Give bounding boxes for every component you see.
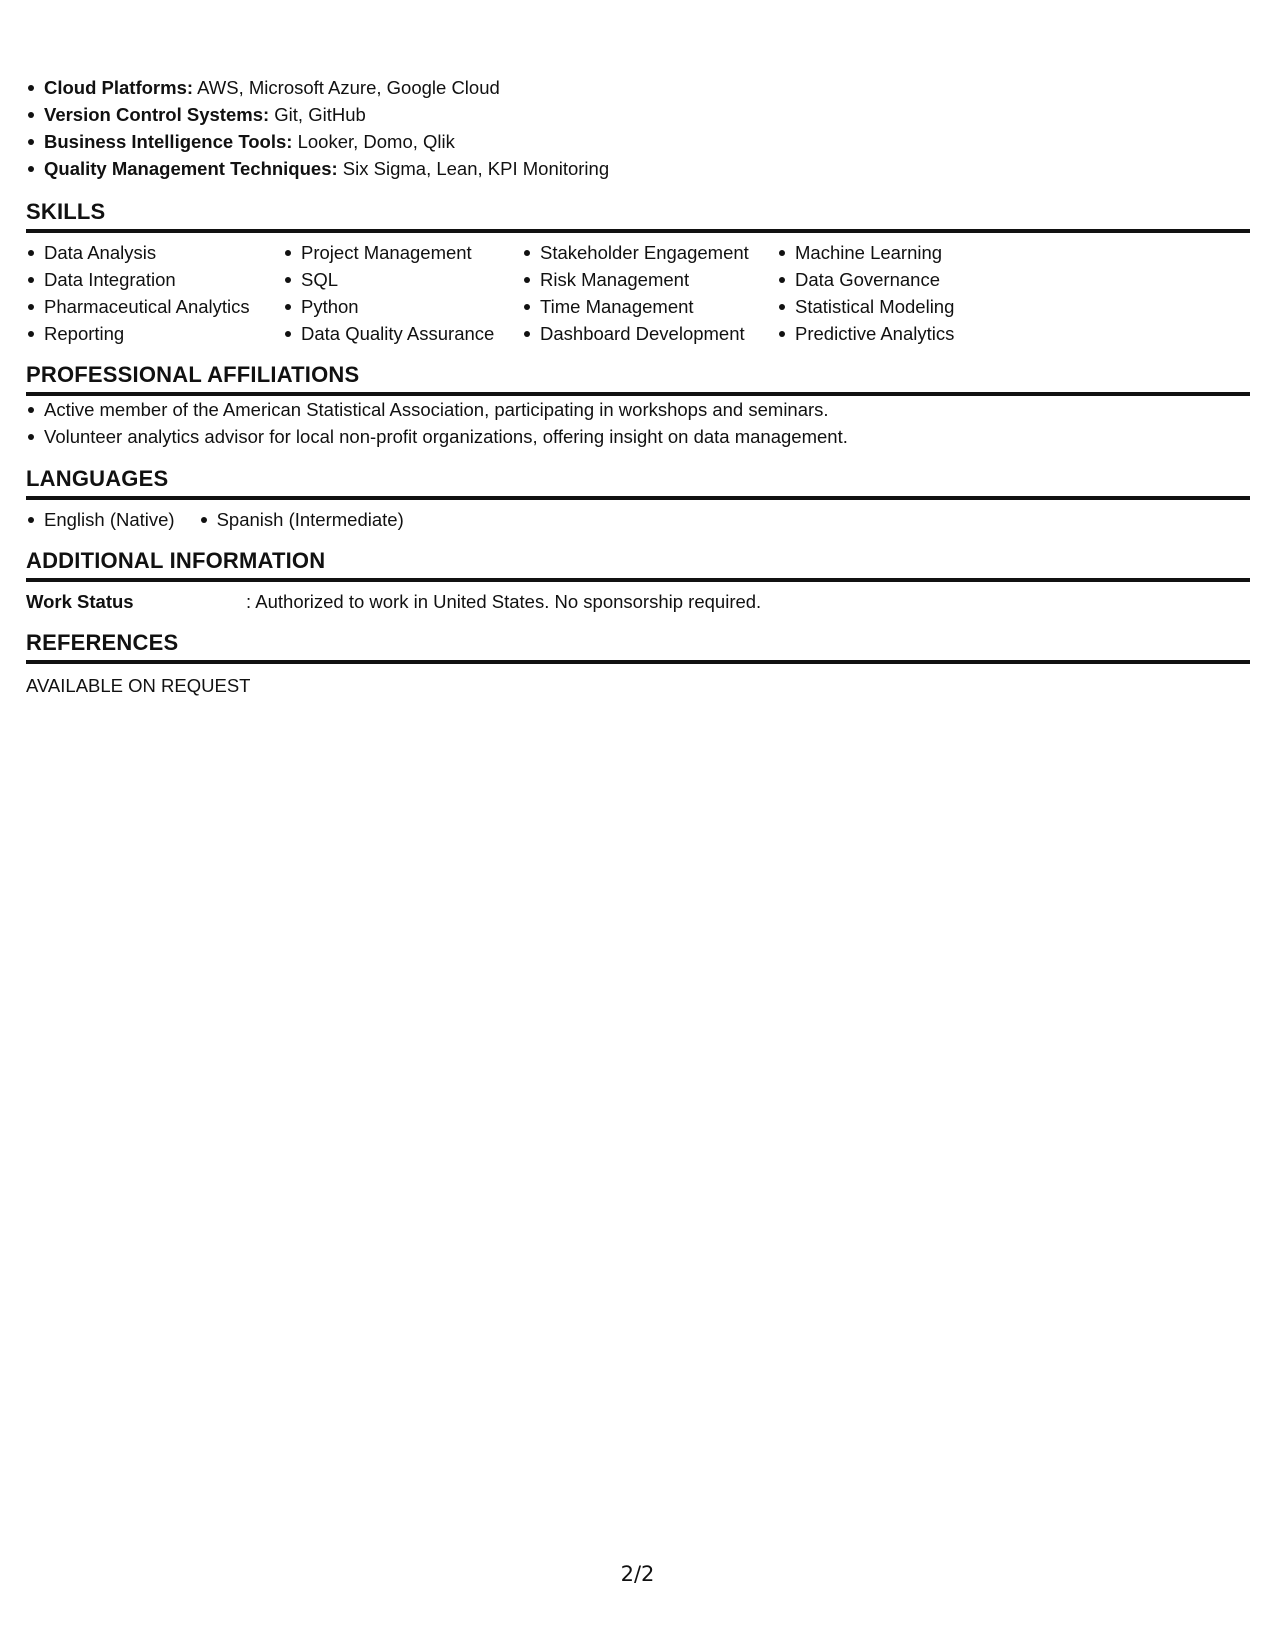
list-item [26, 101, 1250, 128]
additional-info-heading: ADDITIONAL INFORMATION [26, 547, 1250, 582]
work-status-value: : Authorized to work in United States. No sponsorship required. [246, 591, 762, 612]
language-item: Spanish (Intermediate) [199, 506, 404, 533]
skill-item: Machine Learning [777, 239, 1017, 266]
list-item [26, 155, 1250, 182]
skills-column [283, 239, 522, 347]
skill-item: Python [283, 293, 522, 320]
references-text: AVAILABLE ON REQUEST [26, 675, 251, 696]
tool-category-label: Business Intelligence Tools: [44, 131, 293, 152]
skills-column [777, 239, 1017, 347]
list-item [26, 128, 1250, 155]
languages-list [26, 506, 1250, 533]
skills-column [522, 239, 777, 347]
skills-column [26, 239, 283, 347]
skill-item: Data Analysis [26, 239, 283, 266]
skills-grid [26, 239, 1250, 347]
tools-list [26, 74, 1250, 182]
skill-item: Data Governance [777, 266, 1017, 293]
language-item: English (Native) [26, 506, 175, 533]
tool-category-value: Git, GitHub [269, 104, 366, 125]
tool-category-value: Six Sigma, Lean, KPI Monitoring [337, 158, 610, 179]
list-item [26, 74, 1250, 101]
work-status-label: Work Status [26, 591, 134, 612]
skill-item: Dashboard Development [522, 320, 777, 347]
list-item: Active member of the American Statistical Association, participating in workshops and seminars. [26, 396, 1250, 423]
skills-heading: SKILLS [26, 198, 1250, 233]
skill-item: Time Management [522, 293, 777, 320]
page-number: 2/2 [620, 1562, 655, 1586]
references-heading: REFERENCES [26, 629, 1250, 664]
languages-heading: LANGUAGES [26, 465, 1250, 500]
skill-item: Stakeholder Engagement [522, 239, 777, 266]
resume-page [26, 74, 1250, 699]
skill-item: Pharmaceutical Analytics [26, 293, 283, 320]
skill-item: Risk Management [522, 266, 777, 293]
list-item: Volunteer analytics advisor for local non-profit organizations, offering insight on data management. [26, 423, 1250, 450]
work-status-row [26, 589, 1250, 615]
affiliations-heading: PROFESSIONAL AFFILIATIONS [26, 361, 1250, 396]
skill-item: Predictive Analytics [777, 320, 1017, 347]
tool-category-label: Quality Management Techniques: [44, 158, 338, 179]
skill-item: Reporting [26, 320, 283, 347]
skill-item: Project Management [283, 239, 522, 266]
skill-item: SQL [283, 266, 522, 293]
skill-item: Statistical Modeling [777, 293, 1017, 320]
tool-category-label: Version Control Systems: [44, 104, 270, 125]
skill-item: Data Quality Assurance [283, 320, 522, 347]
tool-category-value: AWS, Microsoft Azure, Google Cloud [193, 77, 500, 98]
skill-item: Data Integration [26, 266, 283, 293]
affiliations-list [26, 396, 1250, 450]
tool-category-value: Looker, Domo, Qlik [292, 131, 455, 152]
tool-category-label: Cloud Platforms: [44, 77, 194, 98]
